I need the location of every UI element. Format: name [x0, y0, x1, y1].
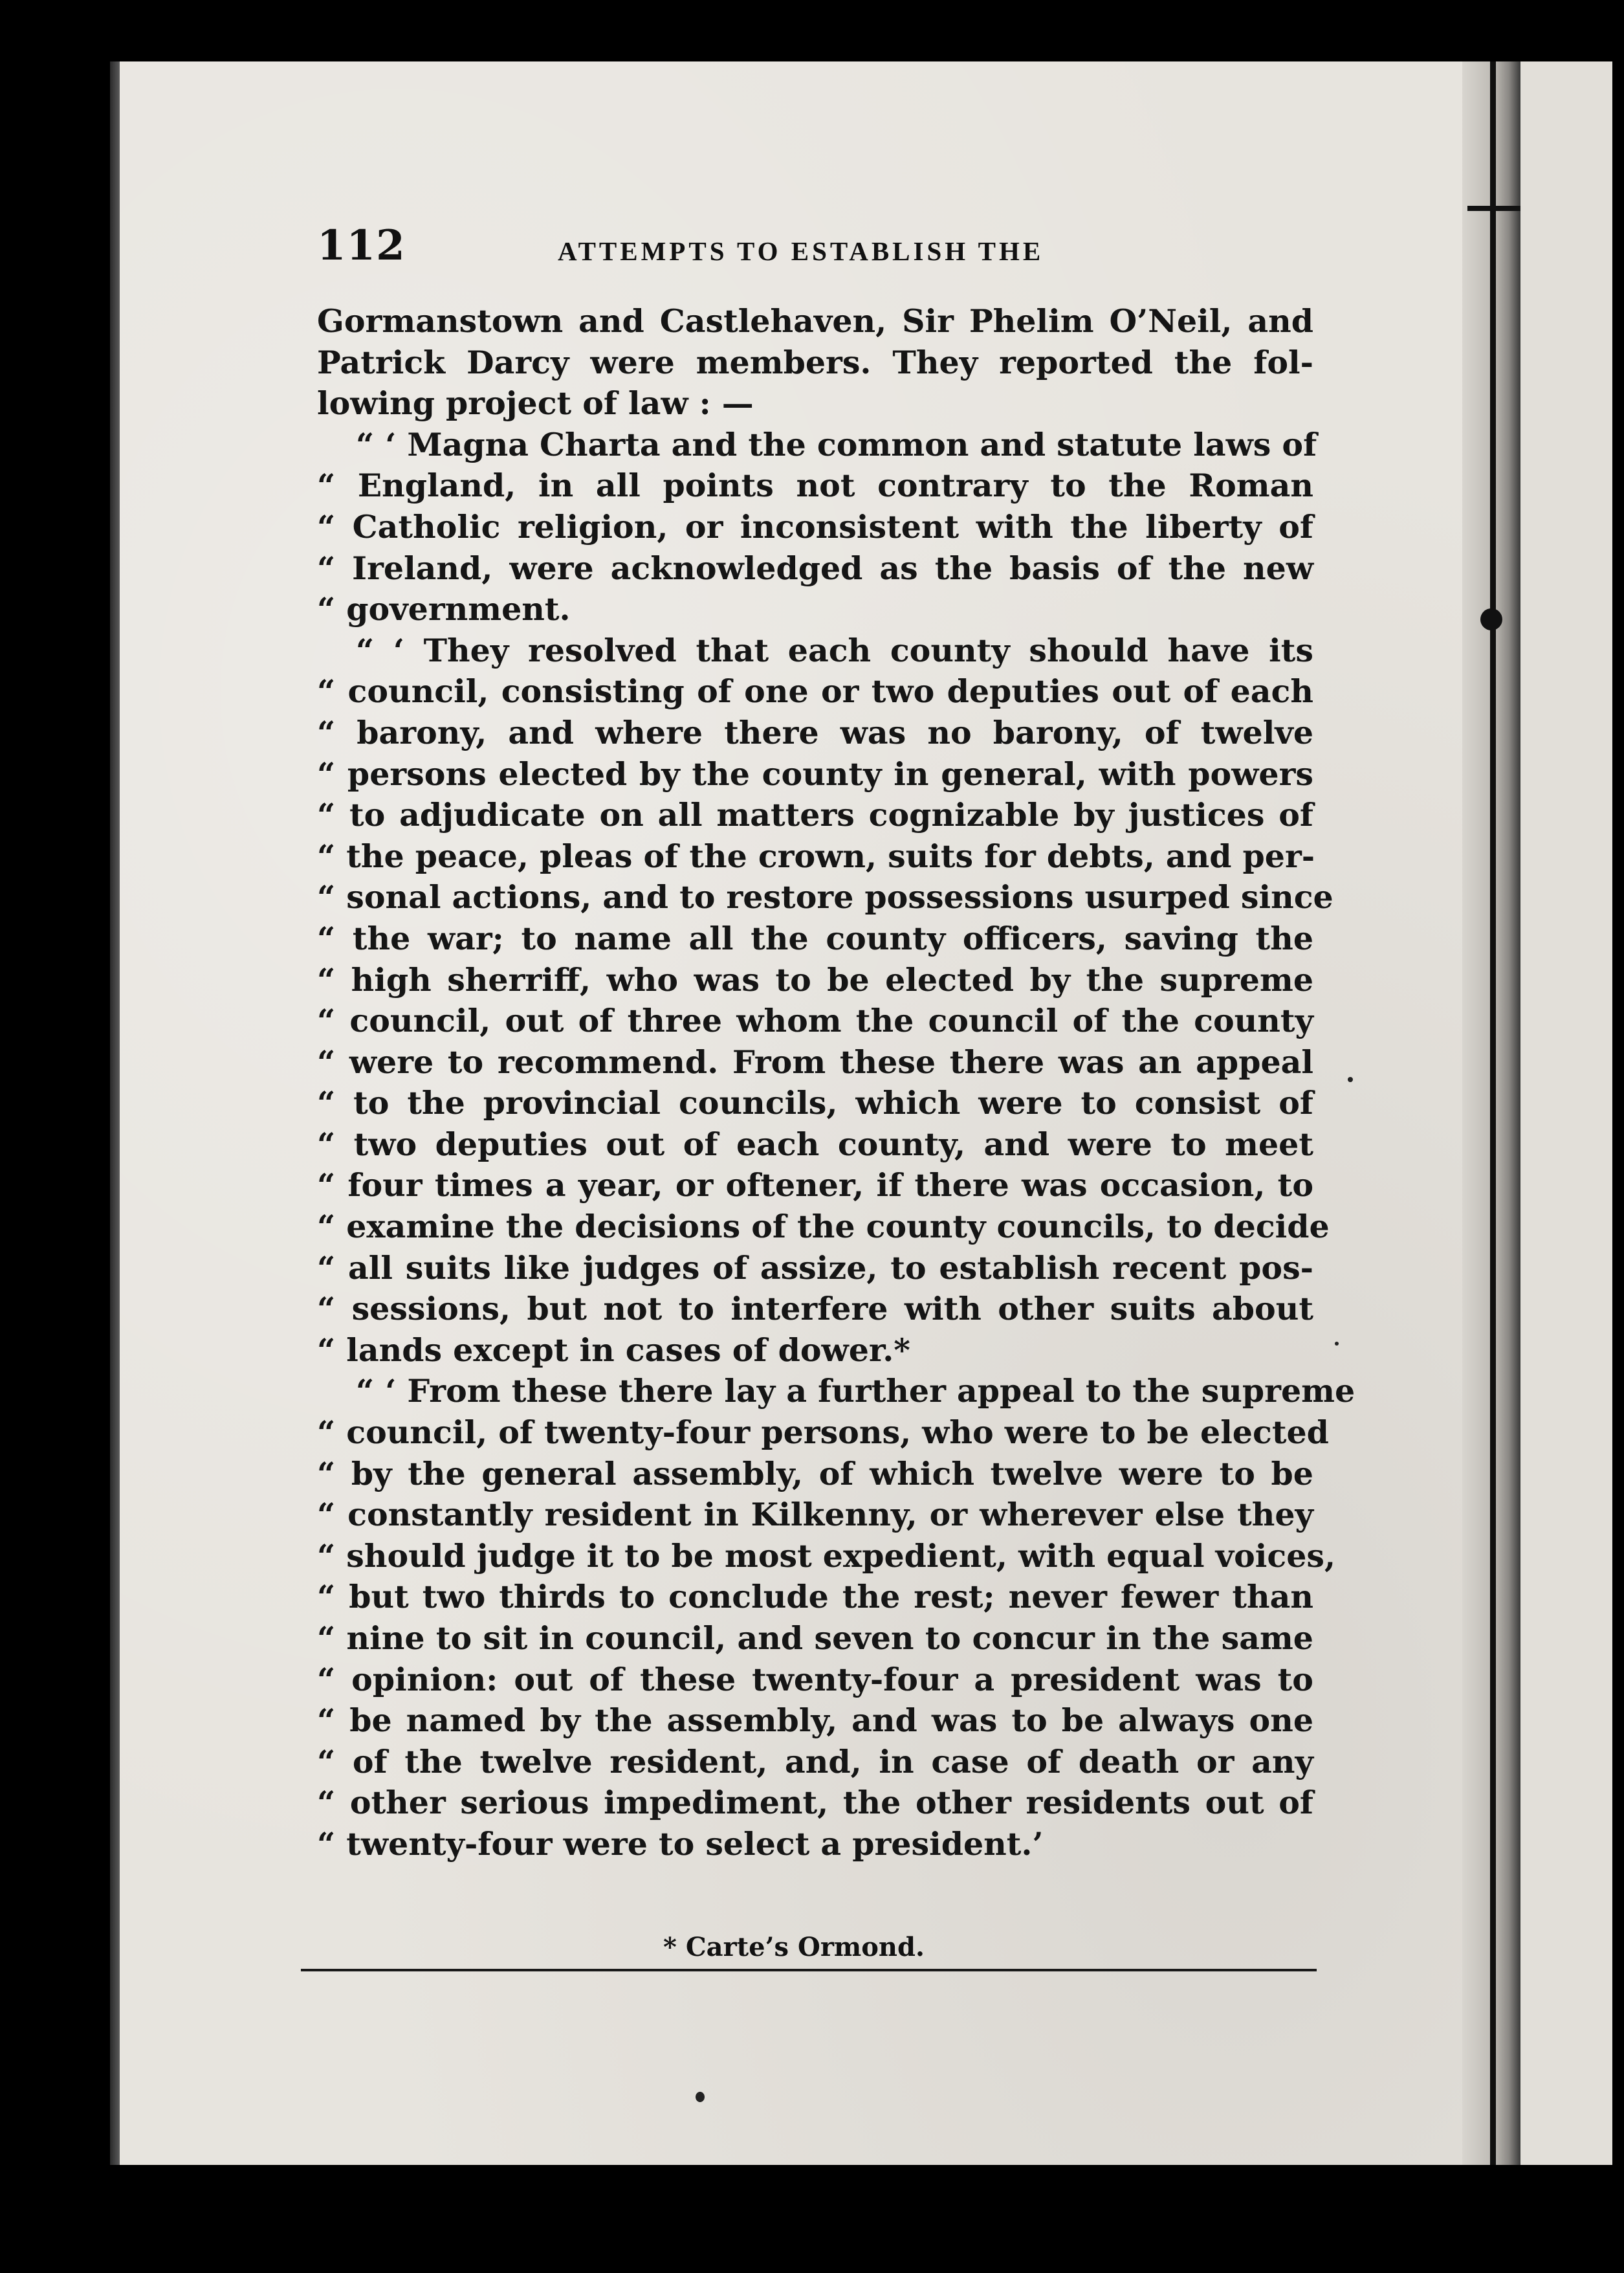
text-line: “ to adjudicate on all matters cognizable by justices of — [317, 796, 1313, 834]
text-line: “ the peace, pleas of the crown, suits for debts, and per- — [317, 837, 1315, 875]
text-line: “ lands except in cases of dower.* — [317, 1331, 910, 1369]
text-line: “ ‘ From these there lay a further appeal to the supreme — [356, 1372, 1355, 1410]
text-line: “ council, of twenty-four persons, who were to be elected — [317, 1414, 1329, 1452]
text-line: “ sonal actions, and to restore possessions usurped since — [317, 878, 1333, 916]
text-line: “ council, consisting of one or two deputies out of each — [317, 672, 1313, 711]
text-line: “ other serious impediment, the other residents out of — [317, 1784, 1313, 1822]
text-line: “ examine the decisions of the county councils, to decide — [317, 1208, 1330, 1246]
text-line: “ sessions, but not to interfere with other suits about — [317, 1290, 1313, 1328]
text-line: Gormanstown and Castlehaven, Sir Phelim O’Neil, and — [317, 302, 1313, 340]
text-line: “ ‘ Magna Charta and the common and statute laws of — [356, 425, 1317, 463]
facing-page-edge — [1520, 61, 1624, 2165]
text-line: “ constantly resident in Kilkenny, or wherever else they — [317, 1496, 1313, 1534]
ink-speck — [1335, 1342, 1339, 1346]
text-line: “ were to recommend. From these there was an appeal — [317, 1043, 1313, 1081]
text-line: “ opinion: out of these twenty-four a president was to — [317, 1660, 1313, 1698]
text-line: “ council, out of three whom the council of the county — [317, 1002, 1313, 1040]
running-head — [317, 221, 1488, 286]
text-line: Patrick Darcy were members. They reported the fol- — [317, 343, 1313, 381]
text-line: “ England, in all points not contrary to the Roman — [317, 467, 1313, 505]
text-line: “ by the general assembly, of which twelve were to be — [317, 1454, 1313, 1492]
scan-border-right — [1612, 61, 1624, 2165]
text-line: “ ‘ They resolved that each county should have its — [356, 631, 1313, 669]
text-line: “ all suits like judges of assize, to establish recent pos- — [317, 1248, 1313, 1287]
text-line: “ to the provincial councils, which were to consist of — [317, 1084, 1313, 1122]
ink-speck — [1348, 1077, 1353, 1082]
text-line: “ barony, and where there was no barony, of twelve — [317, 713, 1313, 751]
text-line: “ nine to sit in council, and seven to concur in the same — [317, 1619, 1313, 1657]
running-head-title: ATTEMPTS TO ESTABLISH THE — [558, 236, 1044, 266]
text-line: “ but two thirds to conclude the rest; never fewer than — [317, 1578, 1313, 1616]
page-number: 112 — [317, 221, 406, 270]
text-line: “ Catholic religion, or inconsistent with the liberty of — [317, 507, 1313, 546]
footnote-rule — [301, 1969, 1317, 1971]
ink-speck — [696, 2092, 705, 2102]
spine-mark — [1467, 206, 1526, 211]
text-line: “ high sherriff, who was to be elected by the supreme — [317, 960, 1313, 999]
text-line: “ of the twelve resident, and, in case of death or any — [317, 1742, 1313, 1780]
text-line: “ twenty-four were to select a president.’ — [317, 1824, 1044, 1863]
body-text — [317, 301, 1355, 1865]
text-line: “ Ireland, were acknowledged as the basis of the new — [317, 549, 1313, 587]
text-line: “ persons elected by the county in general, with powers — [317, 755, 1313, 793]
spine-line — [1490, 61, 1496, 2165]
spine-dot — [1480, 608, 1502, 630]
text-line: “ the war; to name all the county officers, saving the — [317, 919, 1313, 957]
text-line: “ four times a year, or oftener, if there was occasion, to — [317, 1166, 1313, 1204]
text-line: “ two deputies out of each county, and were to meet — [317, 1125, 1313, 1163]
text-line: “ should judge it to be most expedient, with equal voices, — [317, 1536, 1336, 1575]
text-line: “ be named by the assembly, and was to be always one — [317, 1702, 1313, 1740]
text-line: lowing project of law : — — [317, 384, 754, 423]
text-line: “ government. — [317, 590, 571, 628]
footnote: * Carte’s Ormond. — [663, 1932, 925, 1962]
